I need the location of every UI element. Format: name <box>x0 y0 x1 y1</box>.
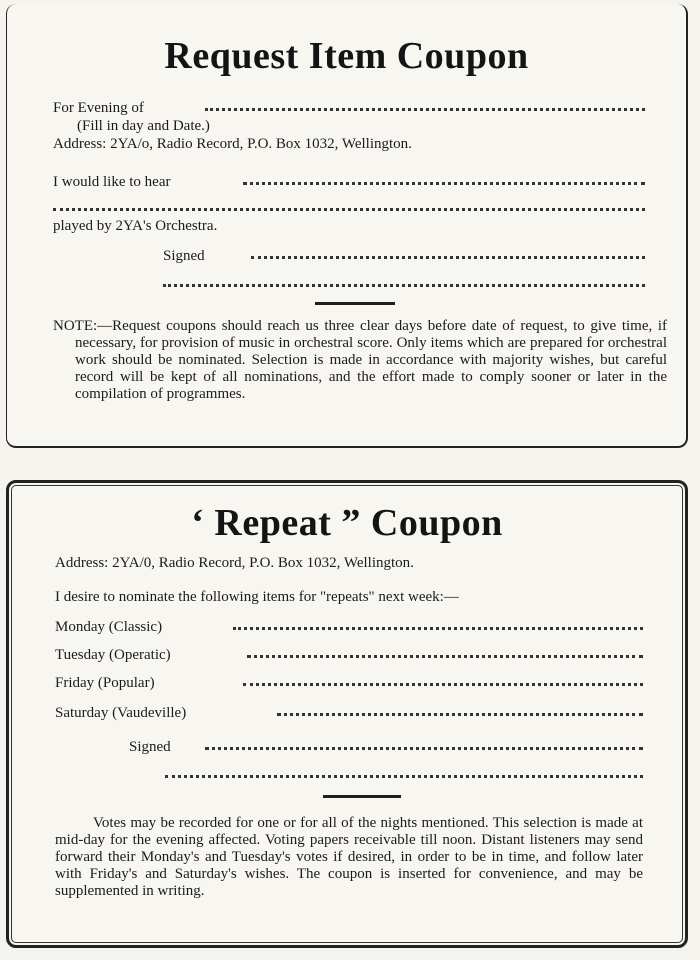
day-label-tuesday: Tuesday (Operatic) <box>55 647 171 663</box>
repeat-divider-rule <box>323 795 401 798</box>
repeat-note: Votes may be recorded for one or for all of the nights mentioned. This selection is made at mid-day for the evening affected. Voting papers receivable till noon. Distant listeners may send forward their Monday's and Tuesday's votes if desired, in order to be in time, and follow later with Friday's and Saturday's wishes. The coupon is inserted for convenience, and may be supplemented in writing. <box>55 815 643 899</box>
divider-rule <box>315 302 395 305</box>
day-label-friday: Friday (Popular) <box>55 675 155 691</box>
tuesday-item-field[interactable] <box>247 655 643 658</box>
signed-label: Signed <box>163 248 205 264</box>
repeat-signature-address-field[interactable] <box>165 775 643 778</box>
request-coupon-title: Request Item Coupon <box>164 35 529 77</box>
friday-item-field[interactable] <box>243 683 643 686</box>
played-by-text: played by 2YA's Orchestra. <box>53 218 218 234</box>
evening-date-field[interactable] <box>205 108 645 111</box>
repeat-coupon <box>6 480 688 948</box>
signature-field[interactable] <box>251 256 645 259</box>
repeat-address: Address: 2YA/0, Radio Record, P.O. Box 1032, Wellington. <box>55 555 414 571</box>
requested-item-field[interactable] <box>243 182 645 185</box>
requested-item-field-continued[interactable] <box>53 208 645 211</box>
repeat-signed-label: Signed <box>129 739 171 755</box>
day-label-monday: Monday (Classic) <box>55 619 163 635</box>
request-item-coupon <box>6 4 688 448</box>
day-label-saturday: Saturday (Vaudeville) <box>55 705 187 721</box>
fill-hint: (Fill in day and Date.) <box>77 118 210 134</box>
signature-address-field[interactable] <box>163 284 645 287</box>
hear-label: I would like to hear <box>53 174 171 190</box>
request-note: NOTE:—Request coupons should reach us three clear days before date of request, to give time, if necessary, for provision of music in orchestral score. Only items which are prepared for orchestral work should be nominated. Selection is made in accordance with majority wishes, but careful record will be kept of all nominations, and the effort made to comply sooner or later in the compilation of programmes. <box>53 318 667 402</box>
saturday-item-field[interactable] <box>277 713 643 716</box>
evening-label: For Evening of <box>53 100 144 116</box>
repeat-signature-field[interactable] <box>205 747 643 750</box>
repeat-intro: I desire to nominate the following items for "repeats" next week:— <box>55 589 459 605</box>
monday-item-field[interactable] <box>233 627 643 630</box>
repeat-coupon-title: ‘ Repeat ” Coupon <box>191 502 503 544</box>
request-address: Address: 2YA/o, Radio Record, P.O. Box 1032, Wellington. <box>53 136 412 152</box>
